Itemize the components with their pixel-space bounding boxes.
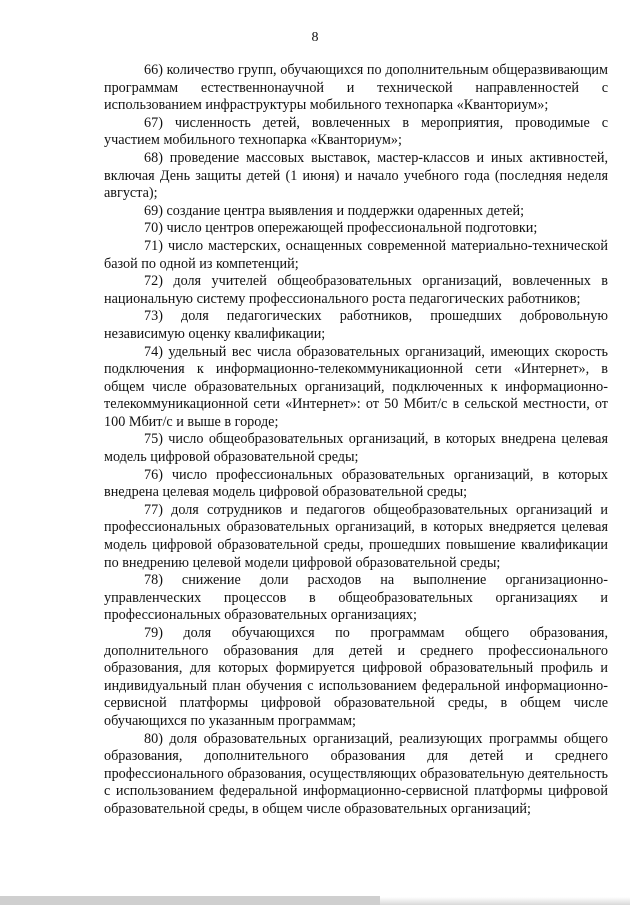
list-item-68: 68) проведение массовых выставок, мастер-классов и иных активностей, включая День защиты детей (1 июня) и начало учебного года (последняя неделя августа); [104,149,608,202]
list-item-80: 80) доля образовательных организаций, реализующих программы общего образования, дополнительного образования для детей и среднего профессионального образования, осуществляющих образовательную деятельность с использованием федеральной информационно-сервисной платформы цифровой образовательной среды, в общем числе образовательных организаций; [104,730,608,817]
list-item-66: 66) количество групп, обучающихся по дополнительным общеразвивающим программам естественнонаучной и технической направленностей с использованием инфраструктуры мобильного технопарка «Кванториум»; [104,62,608,114]
scan-bottom-shadow [0,896,380,905]
list-item-72: 72) доля учителей общеобразовательных организаций, вовлеченных в национальную систему профессионального роста педагогических работников; [104,273,608,307]
list-item-77: 77) доля сотрудников и педагогов общеобразовательных организаций и профессиональных образовательных организаций, в которых внедряется целевая модель цифровой образовательной среды, прошедших повышение квалификации по внедрению целевой модели цифровой образовательной среды; [104,501,608,571]
list-item-69: 69) создание центра выявления и поддержки одаренных детей; [144,202,525,219]
list-item-71: 71) число мастерских, оснащенных современной материально-технической базой по одной из компетенций; [104,237,608,272]
page-number: 8 [311,30,319,45]
list-item-79: 79) доля обучающихся по программам общего образования, дополнительного образования для детей и среднего профессионального образования, для которых формируется цифровой образовательный профиль и индивидуальный план обучения с использованием федеральной информационно-сервисной платформы цифровой образовательной среды, в общем числе обучающихся по указанным программам; [104,625,608,729]
document-body [104,62,608,819]
list-item-70: 70) число центров опережающей профессиональной подготовки; [144,220,538,237]
list-item-75: 75) число общеобразовательных организаций, в которых внедрена целевая модель цифровой образовательной среды; [104,431,608,466]
list-item-74: 74) удельный вес числа образовательных организаций, имеющих скорость подключения к информационно-телекоммуникационной сети «Интернет», в общем числе образовательных организаций, подключенных к информационно-телекоммуникационной сети «Интернет»: от 50 Мбит/с в сельской местности, от 100 Мбит/с и выше в городе; [104,343,608,430]
list-item-67: 67) численность детей, вовлеченных в мероприятия, проводимые с участием мобильного технопарка «Кванториум»; [104,114,608,149]
list-item-78: 78) снижение доли расходов на выполнение организационно-управленческих процессов в общеобразовательных организациях и профессиональных образовательных организациях; [104,572,608,624]
list-item-76: 76) число профессиональных образовательных организаций, в которых внедрена целевая модель цифровой образовательной среды; [104,466,608,501]
list-item-73: 73) доля педагогических работников, прошедших добровольную независимую оценку квалификации; [104,308,608,342]
